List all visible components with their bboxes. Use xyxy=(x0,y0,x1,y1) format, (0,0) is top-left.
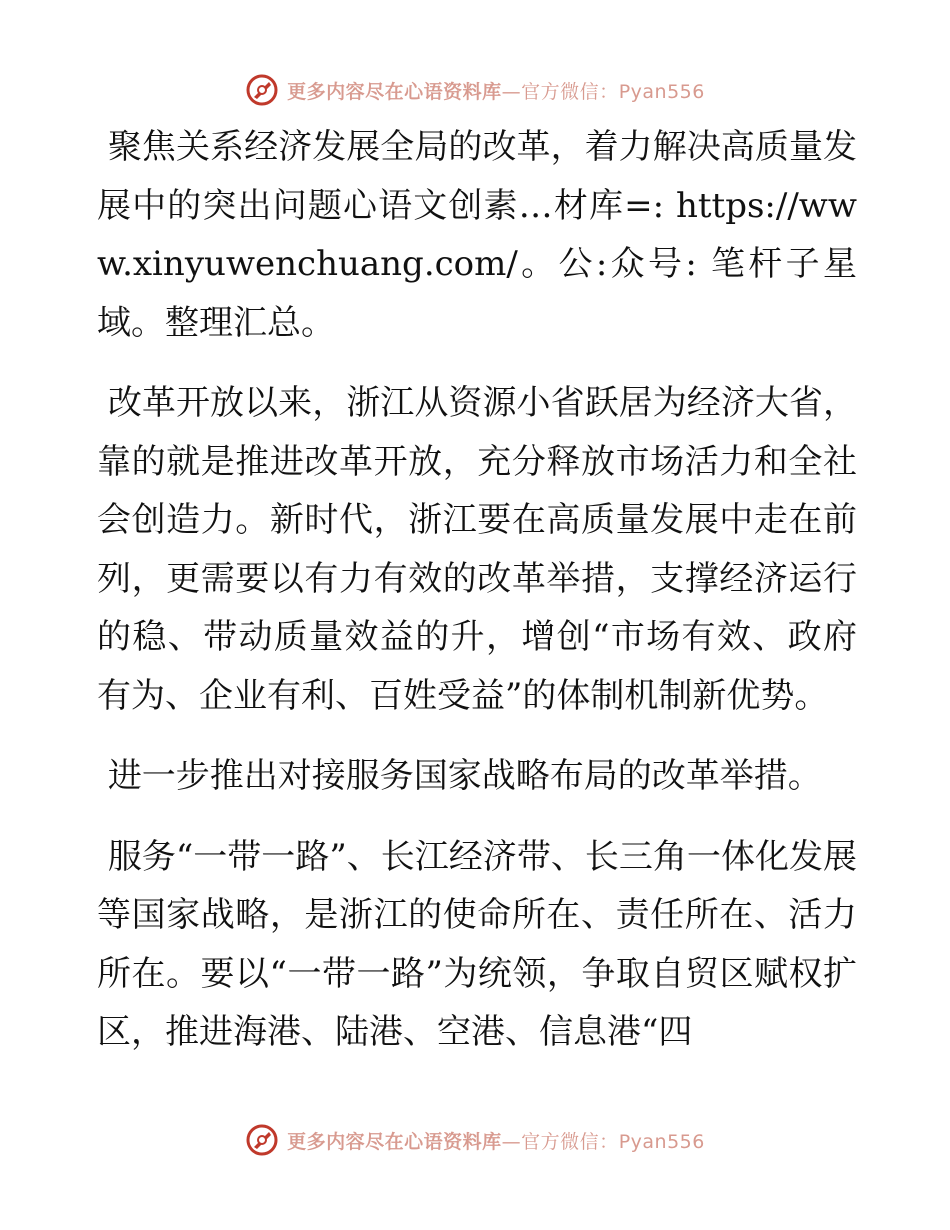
watermark-text: 更多内容尽在心语资料库—官方微信：Pyan556 xyxy=(287,1130,705,1153)
quill-circle-logo-icon xyxy=(245,73,279,107)
paragraph-2: 改革开放以来，浙江从资源小省跃居为经济大省，靠的就是推进改革开放，充分释放市场活力和全社会创造力。新时代，浙江要在高质量发展中走在前列，更需要以有力有效的改革举措，支撑经济运行的稳、带动质量效益的升，增创“市场有效、政府有为、企业有利、百姓受益”的体制机制新优势。 xyxy=(97,383,858,716)
paragraph-1: 聚焦关系经济发展全局的改革，着力解决高质量发展中的突出问题心语文创素…材库=: https://www.xinyuwenchuang.com/。公:众号: 笔杆子星域。整理汇总。 xyxy=(97,127,858,343)
paragraph-4: 服务“一带一路”、长江经济带、长三角一体化发展等国家战略，是浙江的使命所在、责任所在、活力所在。要以“一带一路”为统领，争取自贸区赋权扩区，推进海港、陆港、空港、信息港“四 xyxy=(97,836,857,1052)
document-body xyxy=(97,118,857,1084)
quill-circle-logo-icon xyxy=(245,1123,279,1157)
watermark-text: 更多内容尽在心语资料库—官方微信：Pyan556 xyxy=(287,80,705,103)
paragraph-3: 进一步推出对接服务国家战略布局的改革举措。 xyxy=(97,756,822,796)
footer-watermark xyxy=(0,1120,950,1160)
header-watermark xyxy=(0,70,950,110)
